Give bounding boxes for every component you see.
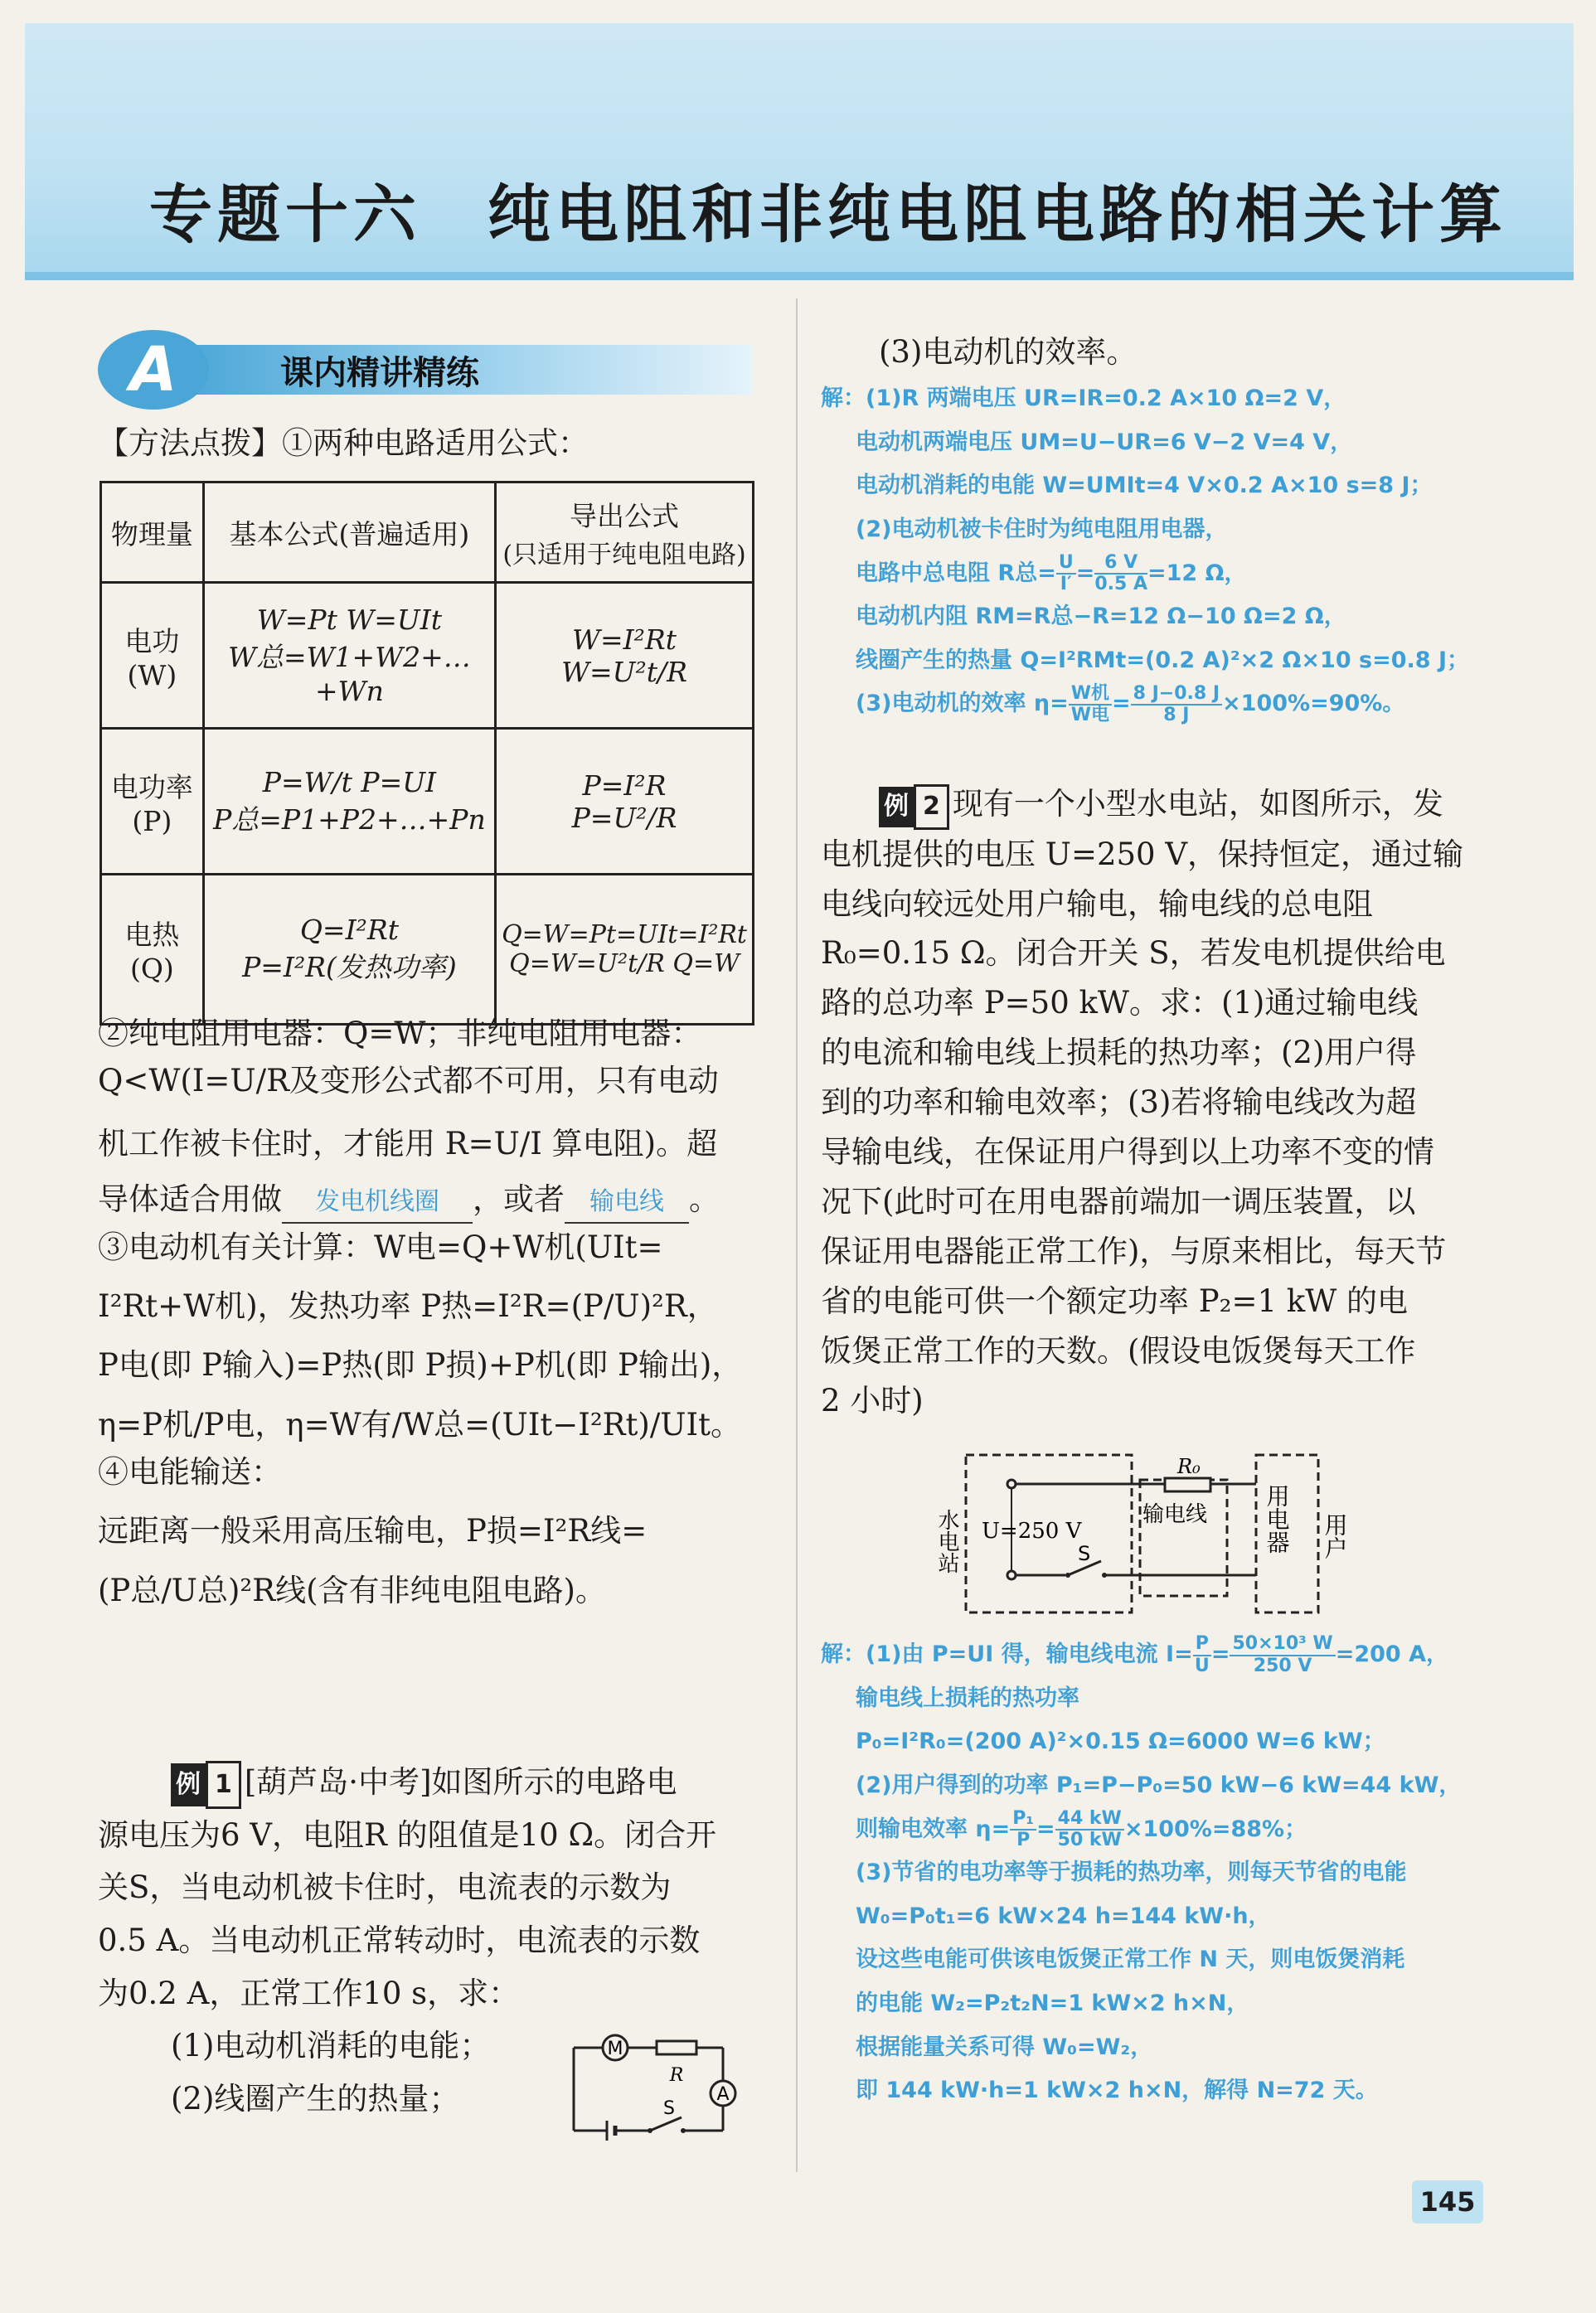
example-text: [葫芦岛·中考]如图所示的电路电	[244, 1764, 677, 1800]
example-2-line	[821, 779, 1484, 830]
solution-text: =200 A，	[1335, 1641, 1448, 1667]
station-label: 水电站	[934, 1509, 959, 1574]
line-box	[1140, 1480, 1227, 1596]
numerator: 50×10³ W	[1230, 1634, 1335, 1656]
formula-table	[99, 481, 754, 1026]
note-text: ，或者	[473, 1181, 565, 1218]
example-text: 现有一个小型水电站，如图所示，发	[952, 786, 1443, 822]
formula: P=U²/R	[571, 801, 677, 834]
example-text: 的电流和输电线上损耗的热功率；(2)用户得	[821, 1035, 1417, 1071]
example-tag: 例	[171, 1763, 206, 1806]
solution-line: (2)电动机被卡住时为纯电阻用电器，	[856, 516, 1228, 542]
fraction	[1010, 1809, 1036, 1850]
example-tag: 例	[879, 787, 914, 827]
solution-line: 电动机两端电压 UM=U−UR=6 V−2 V=4 V，	[856, 429, 1353, 455]
table-header-cell: 物理量	[101, 482, 204, 583]
method-lead: 【方法点拨】①两种电路适用公式：	[98, 425, 589, 461]
solution-line: 电动机内阻 RM=R总−R=12 Ω−10 Ω=2 Ω，	[856, 604, 1346, 630]
formula: W总=W1+W2+…+Wn	[228, 641, 471, 707]
note-line: ③电动机有关计算：W电=Q+W机(UIt=	[98, 1229, 663, 1265]
derived-header-note: (只适用于纯电阻电路)	[502, 540, 746, 570]
section-header	[98, 330, 753, 413]
formula: P=I²R(发热功率)	[242, 951, 457, 983]
power-station-diagram	[929, 1447, 1360, 1621]
table-cell	[496, 875, 754, 1025]
formula: Q=I²Rt	[299, 914, 399, 946]
table-header-cell	[496, 482, 754, 583]
denominator: 250 V	[1253, 1655, 1312, 1676]
formula: W=U²t/R	[561, 655, 687, 688]
solution-line: P₀=I²R₀=(200 A)²×0.15 Ω=6000 W=6 kW；	[856, 1729, 1385, 1755]
quantity-name: 电功	[124, 624, 180, 657]
example-1-line	[98, 1756, 761, 1809]
formula: Q=W=Pt=UIt=I²Rt	[502, 920, 747, 949]
note-line: 机工作被卡住时，才能用 R=U/I 算电阻)。超	[98, 1125, 718, 1161]
switch-label: S	[1078, 1542, 1091, 1565]
solution-line	[821, 1808, 1484, 1852]
table-cell	[496, 729, 754, 875]
table-row	[101, 583, 754, 729]
solution-text: (3)电动机的效率 η=	[856, 691, 1069, 717]
resistor-icon	[1165, 1478, 1210, 1491]
example-text: 导输电线，在保证用户得到以上功率不变的情	[821, 1134, 1434, 1171]
example-text: 2 小时)	[821, 1382, 924, 1418]
example-text: 保证用电器能正常工作)，与原来相比，每天节	[821, 1234, 1447, 1270]
table-cell	[203, 583, 495, 729]
fraction	[1055, 1809, 1124, 1850]
solution-line: 的电能 W₂=P₂t₂N=1 kW×2 h×N，	[856, 1991, 1249, 2017]
solution-line: 即 144 kW·h=1 kW×2 h×N，解得 N=72 天。	[856, 2078, 1378, 2104]
section-badge: A	[98, 330, 209, 410]
page-number: 145	[1412, 2180, 1483, 2223]
denominator: 50 kW	[1057, 1830, 1122, 1851]
solution-text: ×100%=88%；	[1123, 1816, 1307, 1842]
voltage-label: U=250 V	[982, 1519, 1082, 1544]
example-text: 0.5 A。当电动机正常转动时，电流表的示数	[98, 1922, 701, 1958]
denominator: 0.5 A	[1094, 574, 1147, 595]
user-label: 用户	[1321, 1513, 1349, 1559]
section-title: 课内精讲精练	[280, 354, 479, 392]
table-cell	[101, 729, 204, 875]
quantity-symbol: (P)	[132, 804, 172, 837]
ammeter-label: A	[716, 2084, 730, 2105]
motor-label: M	[607, 2039, 623, 2059]
fraction	[1069, 684, 1112, 725]
question-3: (3)电动机的效率。	[879, 334, 1138, 370]
quantity-symbol: (W)	[127, 658, 177, 691]
table-cell	[203, 875, 495, 1025]
denominator: I′	[1060, 574, 1072, 595]
note-line: P电(即 P输入)=P热(即 P损)+P机(即 P输出)，	[98, 1347, 743, 1384]
topic-title: 纯电阻和非纯电阻电路的相关计算	[488, 177, 1507, 251]
denominator: W电	[1070, 704, 1109, 725]
solution-text: =	[1036, 1816, 1055, 1842]
table-cell	[101, 583, 204, 729]
topic-number: 专题十六	[149, 177, 421, 251]
quantity-name: 电热	[124, 919, 180, 951]
answer-blank-2: 输电线	[565, 1183, 689, 1224]
answer-blank-1: 发电机线圈	[282, 1183, 473, 1224]
numerator: 6 V	[1094, 553, 1147, 575]
example-text: 电线向较远处用户输电，输电线的总电阻	[821, 885, 1373, 922]
solution-line	[821, 682, 1484, 726]
numerator: P	[1193, 1634, 1211, 1656]
fraction	[1094, 553, 1147, 594]
page-title	[149, 164, 1507, 255]
question-2: (2)线圈产生的热量；	[171, 2080, 460, 2117]
solution-line: (2)用户得到的功率 P₁=P−P₀=50 kW−6 kW=44 kW，	[856, 1772, 1462, 1798]
quantity-symbol: (Q)	[129, 953, 174, 985]
solution-line: 线圈产生的热量 Q=I²RMt=(0.2 A)²×2 Ω×10 s=0.8 J；	[856, 647, 1469, 673]
table-cell	[203, 729, 495, 875]
numerator: W机	[1069, 684, 1112, 706]
column-divider	[796, 298, 798, 2172]
solution-line: 电动机消耗的电能 W=UMIt=4 V×0.2 A×10 s=8 J；	[856, 473, 1433, 499]
method-notes	[98, 1010, 761, 1614]
solution-line: 设这些电能可供该电饭煲正常工作 N 天，则电饭煲消耗	[856, 1947, 1405, 1973]
table-row	[101, 875, 754, 1025]
formula: W=I²Rt	[572, 623, 677, 656]
table-cell	[496, 583, 754, 729]
note-line: (P总/U总)²R线(含有非纯电阻电路)。	[98, 1572, 606, 1608]
fraction	[1131, 684, 1222, 725]
solution-line: W₀=P₀t₁=6 kW×24 h=144 kW·h，	[856, 1903, 1271, 1929]
quantity-name: 电功率	[110, 770, 193, 803]
numerator: U	[1056, 553, 1076, 575]
appliance-label: 用电器	[1263, 1484, 1291, 1554]
example-text: 饭煲正常工作的天数。(假设电饭煲每天工作	[821, 1332, 1416, 1369]
solution-text: 解：(1)由 P=UI 得，输电线电流 I=	[821, 1641, 1193, 1667]
solution-line: 根据能量关系可得 W₀=W₂，	[856, 2034, 1153, 2060]
solution-text: =	[1210, 1641, 1230, 1667]
solution-text: =12 Ω，	[1147, 560, 1247, 586]
solution-2	[821, 1633, 1484, 2113]
table-row	[101, 729, 754, 875]
formula: W=Pt W=UIt	[256, 604, 443, 636]
note-line: η=P机/P电，η=W有/W总=(UIt−I²Rt)/UIt。④电能输送：	[98, 1406, 741, 1490]
table-header-cell: 基本公式(普遍适用)	[203, 482, 495, 583]
solution-text: =	[1075, 560, 1095, 586]
note-line-blanks	[98, 1176, 761, 1224]
numerator: 8 J−0.8 J	[1131, 684, 1222, 706]
solution-line	[821, 552, 1484, 596]
solution-line: (3)节省的电功率等于损耗的热功率，则每天节省的电能	[856, 1860, 1407, 1886]
denominator: U	[1194, 1655, 1210, 1676]
note-line: 远距离一般采用高压输电，P损=I²R线=	[98, 1513, 648, 1549]
example-text: 省的电能可供一个额定功率 P₂=1 kW 的电	[821, 1283, 1409, 1320]
denominator: 8 J	[1163, 704, 1190, 725]
example-text: R₀=0.15 Ω。闭合开关 S，若发电机提供给电	[821, 935, 1446, 972]
formula: P=W/t P=UI	[262, 765, 437, 798]
example-number: 1	[206, 1761, 241, 1809]
resistor-label: R	[669, 2065, 684, 2086]
note-line: ②纯电阻用电器：Q=W；非纯电阻用电器：	[98, 1016, 702, 1051]
example-text: 况下(此时可在用电器前端加一调压装置，以	[821, 1184, 1416, 1220]
example-text: 路的总功率 P=50 kW。求：(1)通过输电线	[821, 985, 1419, 1021]
line-label: 输电线	[1142, 1502, 1208, 1527]
solution-text: ×100%=90%。	[1222, 691, 1405, 717]
solution-text: =	[1112, 691, 1131, 717]
fraction	[1056, 553, 1076, 594]
fraction	[1193, 1634, 1211, 1675]
numerator: P₁	[1010, 1809, 1036, 1831]
header-banner	[25, 23, 1574, 280]
circuit-diagram-1	[557, 2023, 764, 2147]
solution-line: 解：(1)R 两端电压 UR=IR=0.2 A×10 Ω=2 V，	[821, 386, 1346, 411]
formula: P总=P1+P2+…+Pn	[213, 803, 486, 836]
note-text: 导体适合用做	[98, 1181, 282, 1218]
solution-line	[821, 1633, 1484, 1677]
example-text: 源电压为6 V，电阻R 的阻值是10 Ω。闭合开	[98, 1816, 717, 1853]
solution-line: 输电线上损耗的热功率	[856, 1685, 1079, 1711]
fraction	[1230, 1634, 1335, 1675]
table-header-row	[101, 482, 754, 583]
formula: Q=W=U²t/R Q=W	[509, 949, 740, 978]
question-1: (1)电动机消耗的电能；	[171, 2028, 491, 2064]
solution-text: 则输电效率 η=	[856, 1816, 1011, 1842]
example-text: 到的功率和输电效率；(3)若将输电线改为超	[821, 1084, 1417, 1121]
derived-header: 导出公式	[570, 499, 680, 532]
example-text: 为0.2 A，正常工作10 s，求：	[98, 1975, 520, 2011]
note-line: Q<W(I=U/R及变形公式都不可用，只有电动	[98, 1063, 719, 1099]
terminal	[1007, 1480, 1016, 1488]
switch-icon	[650, 2117, 682, 2131]
example-2	[821, 779, 1484, 1426]
example-text: 电机提供的电压 U=250 V，保持恒定，通过输	[821, 836, 1464, 872]
switch-label: S	[663, 2098, 675, 2119]
table-cell	[101, 875, 204, 1025]
example-number: 2	[914, 784, 949, 830]
resistor-icon	[657, 2041, 696, 2054]
denominator: P	[1016, 1830, 1031, 1851]
numerator: 44 kW	[1055, 1809, 1124, 1831]
formula: P=I²R	[582, 769, 667, 802]
solution-text: 电路中总电阻 R总=	[856, 560, 1056, 586]
example-text: 关S，当电动机被卡住时，电流表的示数为	[98, 1869, 672, 1906]
note-text: 。	[689, 1181, 720, 1218]
resistor-label: R₀	[1177, 1455, 1201, 1478]
solution-1	[821, 377, 1484, 726]
note-line: I²Rt+W机)，发热功率 P热=I²R=(P/U)²R，	[98, 1287, 718, 1324]
terminal	[1007, 1571, 1016, 1579]
